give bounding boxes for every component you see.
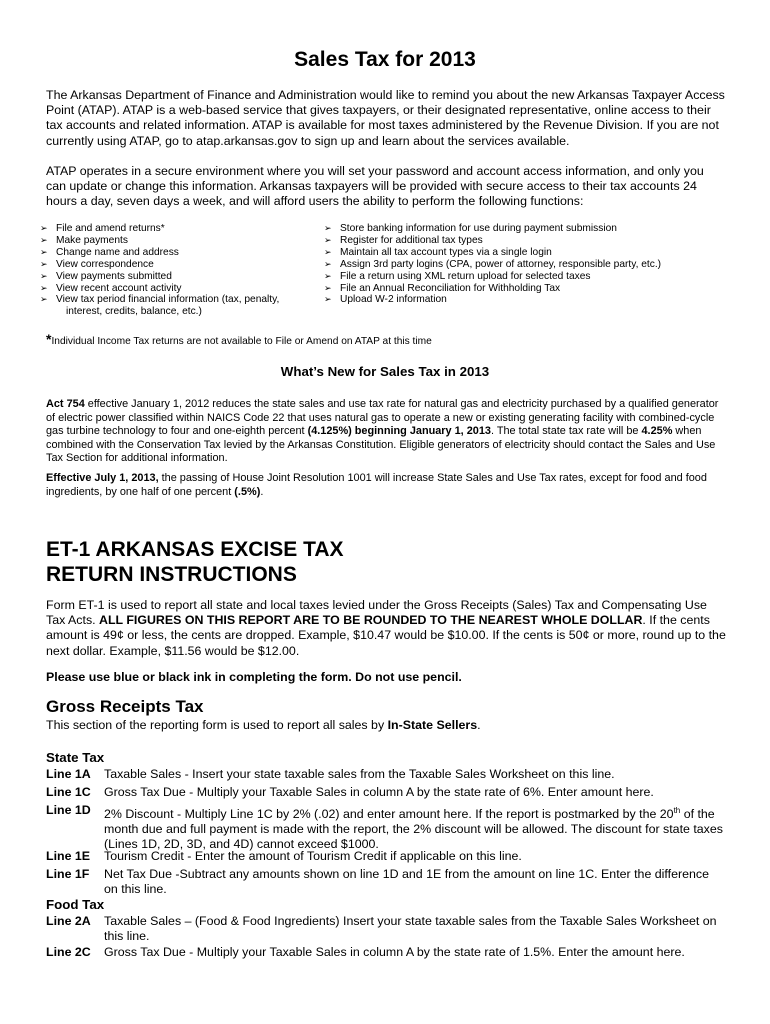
whats-new-heading: What’s New for Sales Tax in 2013 xyxy=(280,364,490,379)
ink-note: Please use blue or black ink in completing the form. Do not use pencil. xyxy=(46,670,462,684)
line-label: Line 1A xyxy=(46,767,91,781)
list-item-text: View recent account activity xyxy=(56,282,182,294)
act-754-lead: Act 754 xyxy=(46,398,85,410)
list-item-text: Assign 3rd party logins (CPA, power of attorney, responsible party, etc.) xyxy=(340,258,662,270)
list-item xyxy=(324,223,744,235)
et1-instructions-paragraph xyxy=(46,598,726,659)
july-2013-lead: Effective July 1, 2013, xyxy=(46,472,159,484)
footnote-text: Individual Income Tax returns are not available to File or Amend on ATAP at this time xyxy=(51,336,432,347)
intro-paragraph-2: ATAP operates in a secure environment where you will set your password and account access information, and only you can update or change this information. Arkansas taxpayers will be provided with secure access to their tax accounts 24 hours a day, seven days a week, and will afford users the ability to perform the following functions: xyxy=(46,164,704,209)
arrow-bullet-icon: ➢ xyxy=(324,282,332,293)
line-text: Net Tax Due -Subtract any amounts shown on line 1D and 1E from the amount on line 1C. Enter the difference on this line. xyxy=(104,867,709,896)
arrow-bullet-icon: ➢ xyxy=(40,234,48,245)
line-label: Line 2A xyxy=(46,914,91,928)
act-754-bold-1: (4.125%) beginning January 1, 2013 xyxy=(307,425,491,438)
list-item xyxy=(324,271,744,283)
list-item-text: Make payments xyxy=(56,234,128,246)
list-item-continuation: interest, credits, balance, etc.) xyxy=(66,306,202,318)
arrow-bullet-icon: ➢ xyxy=(40,223,48,233)
food-tax-heading: Food Tax xyxy=(46,897,105,912)
line-1e-item xyxy=(46,849,726,864)
et1-heading-line-1: ET-1 ARKANSAS EXCISE TAX xyxy=(46,538,344,561)
arrow-bullet-icon: ➢ xyxy=(40,294,48,305)
functions-list-left xyxy=(40,223,330,318)
line-text: Tourism Credit - Enter the amount of Tourism Credit if applicable on this line. xyxy=(104,849,522,863)
list-item-text: View correspondence xyxy=(56,258,154,270)
list-item xyxy=(324,294,744,306)
arrow-bullet-icon: ➢ xyxy=(324,258,332,269)
line-text-1: 2% Discount - Multiply Line 1C by 2% (.02) and enter amount here. If the report is postmarked by the 20 xyxy=(104,807,674,822)
list-item-text: Store banking information for use during payment submission xyxy=(340,223,617,234)
et1-heading-line-2: RETURN INSTRUCTIONS xyxy=(46,563,297,586)
list-item xyxy=(40,294,330,306)
list-item xyxy=(324,235,744,247)
list-item-text: File an Annual Reconciliation for Withholding Tax xyxy=(340,282,561,294)
arrow-bullet-icon: ➢ xyxy=(40,282,48,293)
list-item-text: File and amend returns* xyxy=(56,223,165,234)
line-text: Gross Tax Due - Multiply your Taxable Sales in column A by the state rate of 1.5%. Enter the amount here. xyxy=(104,945,685,959)
line-1f-item xyxy=(46,867,726,897)
line-text: Gross Tax Due - Multiply your Taxable Sales in column A by the state rate of 6%. Enter amount here. xyxy=(104,785,654,799)
line-text-2: of the month due and full payment is made with the report, the 2% discount will be allowed. The discount for state taxes (Lines 1D, 2D, 3D, and 4D) cannot exceed $1000. xyxy=(104,807,723,852)
gross-desc-text-2: . xyxy=(477,718,481,732)
list-item-text: File a return using XML return upload for selected taxes xyxy=(340,270,591,282)
act-754-paragraph xyxy=(46,398,726,466)
list-item xyxy=(324,247,744,259)
arrow-bullet-icon: ➢ xyxy=(324,223,332,233)
et1-heading xyxy=(46,537,344,587)
july-2013-paragraph xyxy=(46,472,726,499)
line-label: Line 1F xyxy=(46,867,90,881)
list-item-text: Change name and address xyxy=(56,246,179,258)
page-title: Sales Tax for 2013 xyxy=(294,48,476,71)
gross-receipts-description xyxy=(46,718,726,733)
line-label: Line 1E xyxy=(46,849,91,863)
list-item xyxy=(40,235,330,247)
act-754-text-3: when combined with the Conservation Tax levied by the Arkansas Constitution. Eligible generators of electricity should contact the Sales and Use Tax Section for additional information. xyxy=(46,425,716,465)
arrow-bullet-icon: ➢ xyxy=(40,246,48,257)
gross-desc-bold-1: In-State Sellers xyxy=(387,718,478,732)
list-item-text: Register for additional tax types xyxy=(340,234,483,246)
line-1c-item xyxy=(46,785,726,800)
july-2013-text-1: the passing of House Joint Resolution 1001 will increase State Sales and Use Tax rates, except for food and food ingredients, by one half of one percent xyxy=(46,472,707,498)
list-item-text: View tax period financial information (tax, penalty, xyxy=(56,294,280,306)
list-item-text: Maintain all tax account types via a single login xyxy=(340,246,552,258)
arrow-bullet-icon: ➢ xyxy=(324,294,332,305)
line-label: Line 1D xyxy=(46,803,91,817)
list-item xyxy=(40,271,330,283)
line-2c-item xyxy=(46,945,726,960)
list-item xyxy=(40,223,330,235)
state-tax-heading: State Tax xyxy=(46,750,105,765)
arrow-bullet-icon: ➢ xyxy=(324,246,332,257)
line-2a-item xyxy=(46,914,726,944)
footnote xyxy=(46,331,432,347)
list-item xyxy=(324,259,744,271)
arrow-bullet-icon: ➢ xyxy=(324,270,332,281)
gross-desc-text-1: This section of the reporting form is used to report all sales by xyxy=(46,718,388,732)
et1-text-1: Form ET-1 is used to report all state and local taxes levied under the Gross Receipts (Sales) Tax and Compensating Use Tax Acts. xyxy=(46,598,707,628)
july-2013-text-2: . xyxy=(260,485,264,498)
act-754-text-1: effective January 1, 2012 reduces the state sales and use tax rate for natural gas and electricity purchased by a qualified generator of electric power classified within NAICS Code 22 that uses natural gas to operate a new or existing generating facility with combined-cycle gas turbine technology to four and one-eighth percent xyxy=(46,398,719,438)
list-item xyxy=(40,259,330,271)
intro-paragraph-1: The Arkansas Department of Finance and Administration would like to remind you about the new Arkansas Taxpayer Access Point (ATAP). ATAP is a web-based service that gives taxpayers, or their designated representative, online access to their tax accounts and related information. ATAP is available for most taxes administered by the Revenue Division. If you are not currently using ATAP, go to atap.arkansas.gov to sign up and learn about the services available. xyxy=(46,88,725,148)
functions-list-right xyxy=(324,223,744,306)
line-1a-item xyxy=(46,767,726,782)
et1-bold-1: ALL FIGURES ON THIS REPORT ARE TO BE ROUNDED TO THE NEAREST WHOLE DOLLAR xyxy=(99,613,643,628)
list-item xyxy=(40,283,330,295)
line-text: Taxable Sales – (Food & Food Ingredients) Insert your state taxable sales from the Taxable Sales Worksheet on this line. xyxy=(104,914,717,943)
list-item-text: Upload W-2 information xyxy=(340,294,447,306)
line-text: Taxable Sales - Insert your state taxable sales from the Taxable Sales Worksheet on this line. xyxy=(104,767,615,781)
arrow-bullet-icon: ➢ xyxy=(40,258,48,269)
arrow-bullet-icon: ➢ xyxy=(324,234,332,245)
list-item-text: View payments submitted xyxy=(56,270,172,282)
superscript-th: th xyxy=(673,806,681,815)
act-754-text-2: . The total state tax rate will be xyxy=(490,425,642,438)
footnote-mark: * xyxy=(46,331,52,347)
list-item xyxy=(324,283,744,295)
arrow-bullet-icon: ➢ xyxy=(40,270,48,281)
line-label: Line 1C xyxy=(46,785,91,799)
gross-receipts-heading: Gross Receipts Tax xyxy=(46,697,204,716)
line-1d-item xyxy=(46,803,726,852)
act-754-bold-2: 4.25% xyxy=(641,425,673,438)
list-item xyxy=(40,247,330,259)
line-label: Line 2C xyxy=(46,945,91,959)
et1-text-2: . If the cents amount is 49¢ or less, the cents are dropped. Example, $10.47 would be $10.00. If the cents is 50¢ or more, round up to the next dollar. Example, $11.56 would be $12.00. xyxy=(46,613,726,658)
july-2013-bold-1: (.5%) xyxy=(234,485,261,498)
